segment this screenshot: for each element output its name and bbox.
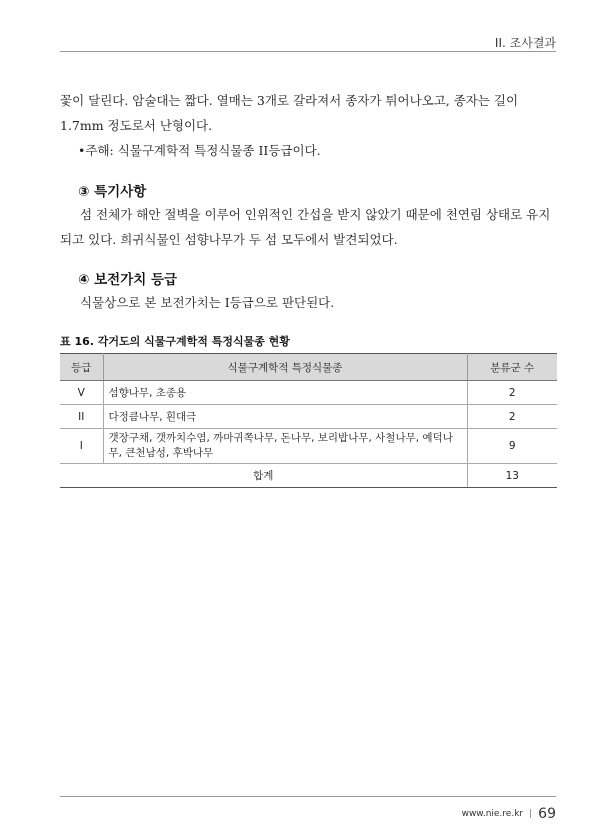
cell-grade: I bbox=[60, 429, 103, 464]
para-description-line2: 1.7mm 정도로서 난형이다. bbox=[60, 118, 213, 133]
table-header-row bbox=[60, 354, 557, 381]
section-title-special-notes: ③ 특기사항 bbox=[78, 184, 147, 200]
header-count: 분류군 수 bbox=[467, 354, 557, 381]
header-species: 식물구계학적 특정식물종 bbox=[103, 354, 467, 381]
table-caption: 표 16. 각거도의 식물구계학적 특정식물종 현황 bbox=[60, 335, 290, 348]
cell-count: 2 bbox=[467, 405, 557, 429]
table-row bbox=[60, 429, 557, 464]
species-table bbox=[60, 353, 557, 488]
table-row bbox=[60, 405, 557, 429]
note-text: •주해: 식물구계학적 특정식물종 II등급이다. bbox=[78, 143, 321, 158]
table-row bbox=[60, 381, 557, 405]
cell-total-count: 13 bbox=[467, 464, 557, 488]
header-section-title: II. 조사결과 bbox=[494, 36, 556, 50]
cell-count: 9 bbox=[467, 429, 557, 464]
table-total-row bbox=[60, 464, 557, 488]
cell-count: 2 bbox=[467, 381, 557, 405]
footer-url: www.nie.re.kr bbox=[461, 809, 524, 819]
cell-grade: II bbox=[60, 405, 103, 429]
cell-species: 다정큼나무, 흰대극 bbox=[103, 405, 467, 429]
para-special-notes: 섬 전체가 해안 절벽을 이루어 인위적인 간섭을 받지 않았기 때문에 천연림 상태로 유지되고 있다. 희귀식물인 섬향나무가 두 섬 모두에서 발견되었다. bbox=[60, 207, 551, 247]
header-divider bbox=[60, 51, 556, 52]
section-title-conservation-grade: ④ 보전가치 등급 bbox=[78, 272, 178, 288]
cell-total-label: 합계 bbox=[60, 464, 467, 488]
footer-divider bbox=[60, 796, 556, 797]
para-conservation-grade: 식물상으로 본 보전가치는 I등급으로 판단된다. bbox=[80, 295, 335, 310]
footer bbox=[462, 806, 556, 822]
cell-grade: V bbox=[60, 381, 103, 405]
cell-species: 섬향나무, 초종용 bbox=[103, 381, 467, 405]
footer-separator: | bbox=[529, 809, 533, 819]
header-grade: 등급 bbox=[60, 354, 103, 381]
para-description-line1: 꽃이 달린다. 암술대는 짧다. 열매는 3개로 갈라져서 종자가 튀어나오고, 종자는 길이 bbox=[60, 93, 519, 108]
cell-species: 갯장구채, 갯까치수염, 까마귀쪽나무, 돈나무, 보리밥나무, 사철나무, 예덕나무, 큰천남성, 후박나무 bbox=[103, 429, 467, 464]
page-number: 69 bbox=[538, 806, 556, 822]
